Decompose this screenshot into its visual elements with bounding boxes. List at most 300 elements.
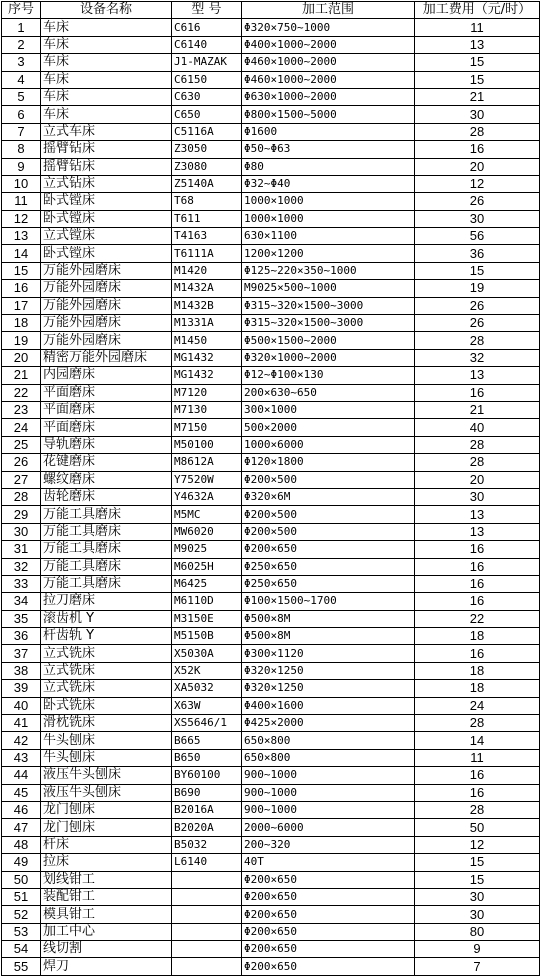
- hourly-fee: 26: [415, 193, 540, 210]
- hourly-fee: 13: [415, 506, 540, 523]
- table-row: [2, 471, 540, 488]
- model-number: C650: [172, 106, 242, 123]
- model-number: C6150: [172, 71, 242, 88]
- hourly-fee: 32: [415, 349, 540, 366]
- row-number: 9: [2, 158, 41, 175]
- hourly-fee: 28: [415, 332, 540, 349]
- table-row: [2, 836, 540, 853]
- table-row: [2, 123, 540, 140]
- equipment-name: 车床: [41, 36, 172, 53]
- model-number: [172, 906, 242, 923]
- table-row: [2, 419, 540, 436]
- machining-range: Φ125~220×350~1000: [242, 262, 415, 279]
- model-number: [172, 888, 242, 905]
- model-number: M6425: [172, 575, 242, 592]
- row-number: 1: [2, 19, 41, 36]
- machining-range: 900~1000: [242, 801, 415, 818]
- table-row: [2, 732, 540, 749]
- machining-range: Φ300×1120: [242, 645, 415, 662]
- model-number: T4163: [172, 228, 242, 245]
- model-number: BY60100: [172, 767, 242, 784]
- header-row: [2, 2, 540, 19]
- hourly-fee: 7: [415, 958, 540, 975]
- row-number: 26: [2, 454, 41, 471]
- hourly-fee: 18: [415, 680, 540, 697]
- equipment-name: 滑枕铣床: [41, 715, 172, 732]
- model-number: M1420: [172, 262, 242, 279]
- table-row: [2, 349, 540, 366]
- row-number: 40: [2, 697, 41, 714]
- equipment-name: 万能工具磨床: [41, 506, 172, 523]
- equipment-name: 车床: [41, 106, 172, 123]
- equipment-name: 立式铣床: [41, 645, 172, 662]
- equipment-name: 车床: [41, 54, 172, 71]
- machining-range: Φ1600: [242, 123, 415, 140]
- machining-range: Φ200×650: [242, 541, 415, 558]
- model-number: [172, 958, 242, 975]
- hourly-fee: 11: [415, 19, 540, 36]
- table-row: [2, 506, 540, 523]
- row-number: 52: [2, 906, 41, 923]
- row-number: 13: [2, 228, 41, 245]
- hourly-fee: 16: [415, 767, 540, 784]
- hourly-fee: 19: [415, 280, 540, 297]
- equipment-name: 精密万能外园磨床: [41, 349, 172, 366]
- machining-range: Φ250×650: [242, 575, 415, 592]
- machining-range: 200~320: [242, 836, 415, 853]
- table-row: [2, 401, 540, 418]
- machining-range: 1000×1000: [242, 210, 415, 227]
- header-name: 设备名称: [41, 2, 172, 19]
- equipment-name: 立式车床: [41, 123, 172, 140]
- machining-range: Φ120×1800: [242, 454, 415, 471]
- table-row: [2, 19, 540, 36]
- hourly-fee: 30: [415, 106, 540, 123]
- equipment-name: 卧式铣床: [41, 697, 172, 714]
- equipment-name: 卧式镗床: [41, 210, 172, 227]
- table-row: [2, 923, 540, 940]
- equipment-name: 万能外园磨床: [41, 315, 172, 332]
- machining-range: Φ320×6M: [242, 488, 415, 505]
- machining-range: Φ200×500: [242, 523, 415, 540]
- machining-range: Φ200×650: [242, 923, 415, 940]
- model-number: MG1432: [172, 349, 242, 366]
- model-number: C616: [172, 19, 242, 36]
- table-row: [2, 158, 540, 175]
- header-no: 序号: [2, 2, 41, 19]
- row-number: 38: [2, 662, 41, 679]
- model-number: M3150E: [172, 610, 242, 627]
- row-number: 28: [2, 488, 41, 505]
- hourly-fee: 30: [415, 888, 540, 905]
- row-number: 23: [2, 401, 41, 418]
- hourly-fee: 15: [415, 871, 540, 888]
- machining-range: Φ425×2000: [242, 715, 415, 732]
- machining-range: Φ500×8M: [242, 610, 415, 627]
- hourly-fee: 28: [415, 436, 540, 453]
- table-row: [2, 628, 540, 645]
- hourly-fee: 16: [415, 575, 540, 592]
- table-row: [2, 906, 540, 923]
- equipment-name: 立式铣床: [41, 662, 172, 679]
- model-number: B5032: [172, 836, 242, 853]
- hourly-fee: 13: [415, 36, 540, 53]
- model-number: M50100: [172, 436, 242, 453]
- equipment-name: 龙门刨床: [41, 819, 172, 836]
- hourly-fee: 9: [415, 941, 540, 958]
- equipment-name: 万能外园磨床: [41, 280, 172, 297]
- equipment-fee-table: [1, 1, 540, 976]
- equipment-name: 杆床: [41, 836, 172, 853]
- machining-range: Φ400×1000~2000: [242, 36, 415, 53]
- model-number: [172, 941, 242, 958]
- row-number: 8: [2, 141, 41, 158]
- machining-range: 900~1000: [242, 784, 415, 801]
- hourly-fee: 15: [415, 54, 540, 71]
- table-row: [2, 888, 540, 905]
- model-number: M1450: [172, 332, 242, 349]
- model-number: MW6020: [172, 523, 242, 540]
- row-number: 10: [2, 175, 41, 192]
- table-row: [2, 228, 540, 245]
- table-row: [2, 175, 540, 192]
- equipment-name: 液压牛头刨床: [41, 767, 172, 784]
- header-model: 型 号: [172, 2, 242, 19]
- model-number: B650: [172, 749, 242, 766]
- model-number: XA5032: [172, 680, 242, 697]
- table-row: [2, 332, 540, 349]
- equipment-name: 花键磨床: [41, 454, 172, 471]
- table-row: [2, 680, 540, 697]
- model-number: M5MC: [172, 506, 242, 523]
- row-number: 24: [2, 419, 41, 436]
- table-row: [2, 36, 540, 53]
- model-number: Y4632A: [172, 488, 242, 505]
- equipment-name: 模具钳工: [41, 906, 172, 923]
- hourly-fee: 30: [415, 906, 540, 923]
- row-number: 33: [2, 575, 41, 592]
- table-row: [2, 854, 540, 871]
- row-number: 32: [2, 558, 41, 575]
- table-row: [2, 71, 540, 88]
- hourly-fee: 14: [415, 732, 540, 749]
- hourly-fee: 16: [415, 558, 540, 575]
- table-row: [2, 193, 540, 210]
- row-number: 41: [2, 715, 41, 732]
- machining-range: Φ500×1500~2000: [242, 332, 415, 349]
- hourly-fee: 16: [415, 141, 540, 158]
- row-number: 4: [2, 71, 41, 88]
- model-number: M6025H: [172, 558, 242, 575]
- model-number: C5116A: [172, 123, 242, 140]
- header-range: 加工范围: [242, 2, 415, 19]
- row-number: 5: [2, 88, 41, 105]
- machining-range: Φ200×500: [242, 471, 415, 488]
- equipment-name: 划线钳工: [41, 871, 172, 888]
- model-number: M7120: [172, 384, 242, 401]
- model-number: MG1432: [172, 367, 242, 384]
- equipment-name: 齿轮磨床: [41, 488, 172, 505]
- machining-range: 200×630~650: [242, 384, 415, 401]
- equipment-name: 立式铣床: [41, 680, 172, 697]
- model-number: X63W: [172, 697, 242, 714]
- machining-range: 500×2000: [242, 419, 415, 436]
- hourly-fee: 30: [415, 210, 540, 227]
- model-number: T611: [172, 210, 242, 227]
- table-row: [2, 784, 540, 801]
- machining-range: 650×800: [242, 749, 415, 766]
- table-row: [2, 262, 540, 279]
- row-number: 34: [2, 593, 41, 610]
- table-row: [2, 106, 540, 123]
- model-number: Z3050: [172, 141, 242, 158]
- table-row: [2, 141, 540, 158]
- table-row: [2, 454, 540, 471]
- table-row: [2, 210, 540, 227]
- equipment-name: 万能外园磨床: [41, 332, 172, 349]
- machining-range: Φ400×1600: [242, 697, 415, 714]
- machining-range: Φ320×750~1000: [242, 19, 415, 36]
- equipment-name: 摇臂钻床: [41, 141, 172, 158]
- model-number: C630: [172, 88, 242, 105]
- hourly-fee: 16: [415, 593, 540, 610]
- row-number: 48: [2, 836, 41, 853]
- equipment-name: 立式镗床: [41, 228, 172, 245]
- row-number: 53: [2, 923, 41, 940]
- model-number: M1432B: [172, 297, 242, 314]
- row-number: 19: [2, 332, 41, 349]
- machining-range: 1200×1200: [242, 245, 415, 262]
- equipment-name: 万能外园磨床: [41, 262, 172, 279]
- model-number: T6111A: [172, 245, 242, 262]
- row-number: 14: [2, 245, 41, 262]
- row-number: 39: [2, 680, 41, 697]
- row-number: 50: [2, 871, 41, 888]
- equipment-name: 导轨磨床: [41, 436, 172, 453]
- row-number: 29: [2, 506, 41, 523]
- model-number: J1-MAZAK: [172, 54, 242, 71]
- row-number: 25: [2, 436, 41, 453]
- hourly-fee: 12: [415, 836, 540, 853]
- machining-range: Φ500×8M: [242, 628, 415, 645]
- model-number: [172, 923, 242, 940]
- equipment-name: 滚齿机 Y: [41, 610, 172, 627]
- table-row: [2, 523, 540, 540]
- model-number: M1331A: [172, 315, 242, 332]
- equipment-name: 车床: [41, 88, 172, 105]
- row-number: 27: [2, 471, 41, 488]
- equipment-name: 龙门刨床: [41, 801, 172, 818]
- table-row: [2, 767, 540, 784]
- model-number: XS5646/1: [172, 715, 242, 732]
- table-row: [2, 801, 540, 818]
- hourly-fee: 18: [415, 662, 540, 679]
- table-row: [2, 871, 540, 888]
- row-number: 46: [2, 801, 41, 818]
- hourly-fee: 13: [415, 367, 540, 384]
- equipment-name: 卧式镗床: [41, 193, 172, 210]
- model-number: Y7520W: [172, 471, 242, 488]
- hourly-fee: 40: [415, 419, 540, 436]
- hourly-fee: 21: [415, 401, 540, 418]
- machining-range: Φ460×1000~2000: [242, 54, 415, 71]
- hourly-fee: 28: [415, 123, 540, 140]
- table-body: [2, 19, 540, 975]
- equipment-name: 加工中心: [41, 923, 172, 940]
- hourly-fee: 11: [415, 749, 540, 766]
- equipment-name: 牛头刨床: [41, 749, 172, 766]
- hourly-fee: 18: [415, 628, 540, 645]
- row-number: 6: [2, 106, 41, 123]
- equipment-name: 焊刀: [41, 958, 172, 975]
- table-row: [2, 297, 540, 314]
- hourly-fee: 15: [415, 71, 540, 88]
- row-number: 47: [2, 819, 41, 836]
- equipment-name: 万能外园磨床: [41, 297, 172, 314]
- row-number: 17: [2, 297, 41, 314]
- equipment-name: 平面磨床: [41, 419, 172, 436]
- equipment-name: 平面磨床: [41, 401, 172, 418]
- row-number: 11: [2, 193, 41, 210]
- hourly-fee: 50: [415, 819, 540, 836]
- machining-range: Φ320×1250: [242, 662, 415, 679]
- model-number: B665: [172, 732, 242, 749]
- machining-range: 300×1000: [242, 401, 415, 418]
- machining-range: Φ200×650: [242, 871, 415, 888]
- equipment-name: 平面磨床: [41, 384, 172, 401]
- hourly-fee: 28: [415, 454, 540, 471]
- hourly-fee: 36: [415, 245, 540, 262]
- equipment-name: 内园磨床: [41, 367, 172, 384]
- equipment-name: 拉刀磨床: [41, 593, 172, 610]
- equipment-name: 拉床: [41, 854, 172, 871]
- hourly-fee: 16: [415, 541, 540, 558]
- table-row: [2, 941, 540, 958]
- equipment-name: 万能工具磨床: [41, 575, 172, 592]
- row-number: 18: [2, 315, 41, 332]
- model-number: M1432A: [172, 280, 242, 297]
- machining-range: Φ200×650: [242, 958, 415, 975]
- machining-range: M9025×500~1000: [242, 280, 415, 297]
- model-number: M5150B: [172, 628, 242, 645]
- row-number: 49: [2, 854, 41, 871]
- row-number: 51: [2, 888, 41, 905]
- machining-range: Φ320×1250: [242, 680, 415, 697]
- equipment-name: 万能工具磨床: [41, 541, 172, 558]
- hourly-fee: 15: [415, 262, 540, 279]
- table-row: [2, 819, 540, 836]
- table-row: [2, 662, 540, 679]
- equipment-name: 卧式镗床: [41, 245, 172, 262]
- model-number: M8612A: [172, 454, 242, 471]
- header-fee: 加工费用（元/时）: [415, 2, 540, 19]
- hourly-fee: 24: [415, 697, 540, 714]
- equipment-name: 液压牛头刨床: [41, 784, 172, 801]
- machining-range: 1000×6000: [242, 436, 415, 453]
- machining-range: Φ200×500: [242, 506, 415, 523]
- hourly-fee: 12: [415, 175, 540, 192]
- model-number: B690: [172, 784, 242, 801]
- table-row: [2, 958, 540, 975]
- equipment-name: 立式钻床: [41, 175, 172, 192]
- hourly-fee: 56: [415, 228, 540, 245]
- table-row: [2, 715, 540, 732]
- equipment-name: 杆齿轨 Y: [41, 628, 172, 645]
- model-number: Z3080: [172, 158, 242, 175]
- machining-range: Φ50~Φ63: [242, 141, 415, 158]
- table-row: [2, 749, 540, 766]
- table-row: [2, 88, 540, 105]
- row-number: 12: [2, 210, 41, 227]
- model-number: Z5140A: [172, 175, 242, 192]
- machining-range: Φ32~Φ40: [242, 175, 415, 192]
- table-row: [2, 384, 540, 401]
- machining-range: Φ315~320×1500~3000: [242, 297, 415, 314]
- hourly-fee: 15: [415, 854, 540, 871]
- model-number: B2020A: [172, 819, 242, 836]
- model-number: [172, 871, 242, 888]
- model-number: M7130: [172, 401, 242, 418]
- row-number: 16: [2, 280, 41, 297]
- row-number: 2: [2, 36, 41, 53]
- row-number: 45: [2, 784, 41, 801]
- hourly-fee: 26: [415, 315, 540, 332]
- row-number: 21: [2, 367, 41, 384]
- hourly-fee: 26: [415, 297, 540, 314]
- table-row: [2, 488, 540, 505]
- table-row: [2, 575, 540, 592]
- machining-range: Φ100×1500~1700: [242, 593, 415, 610]
- hourly-fee: 16: [415, 784, 540, 801]
- machining-range: Φ800×1500~5000: [242, 106, 415, 123]
- table-row: [2, 558, 540, 575]
- model-number: T68: [172, 193, 242, 210]
- table-row: [2, 610, 540, 627]
- row-number: 36: [2, 628, 41, 645]
- table-row: [2, 541, 540, 558]
- hourly-fee: 16: [415, 645, 540, 662]
- hourly-fee: 16: [415, 384, 540, 401]
- machining-range: Φ320×1000~2000: [242, 349, 415, 366]
- machining-range: 2000~6000: [242, 819, 415, 836]
- machining-range: Φ630×1000~2000: [242, 88, 415, 105]
- table-row: [2, 593, 540, 610]
- machining-range: Φ80: [242, 158, 415, 175]
- row-number: 42: [2, 732, 41, 749]
- equipment-name: 万能工具磨床: [41, 558, 172, 575]
- hourly-fee: 20: [415, 158, 540, 175]
- machining-range: Φ460×1000~2000: [242, 71, 415, 88]
- machining-range: Φ250×650: [242, 558, 415, 575]
- machining-range: 1000×1000: [242, 193, 415, 210]
- row-number: 44: [2, 767, 41, 784]
- equipment-name: 万能工具磨床: [41, 523, 172, 540]
- row-number: 43: [2, 749, 41, 766]
- machining-range: Φ12~Φ100×130: [242, 367, 415, 384]
- equipment-name: 线切割: [41, 941, 172, 958]
- equipment-name: 车床: [41, 71, 172, 88]
- model-number: M9025: [172, 541, 242, 558]
- machining-range: Φ315~320×1500~3000: [242, 315, 415, 332]
- machining-range: Φ200×650: [242, 941, 415, 958]
- hourly-fee: 28: [415, 715, 540, 732]
- hourly-fee: 30: [415, 488, 540, 505]
- equipment-name: 摇臂钻床: [41, 158, 172, 175]
- table-row: [2, 245, 540, 262]
- equipment-name: 牛头刨床: [41, 732, 172, 749]
- row-number: 37: [2, 645, 41, 662]
- model-number: L6140: [172, 854, 242, 871]
